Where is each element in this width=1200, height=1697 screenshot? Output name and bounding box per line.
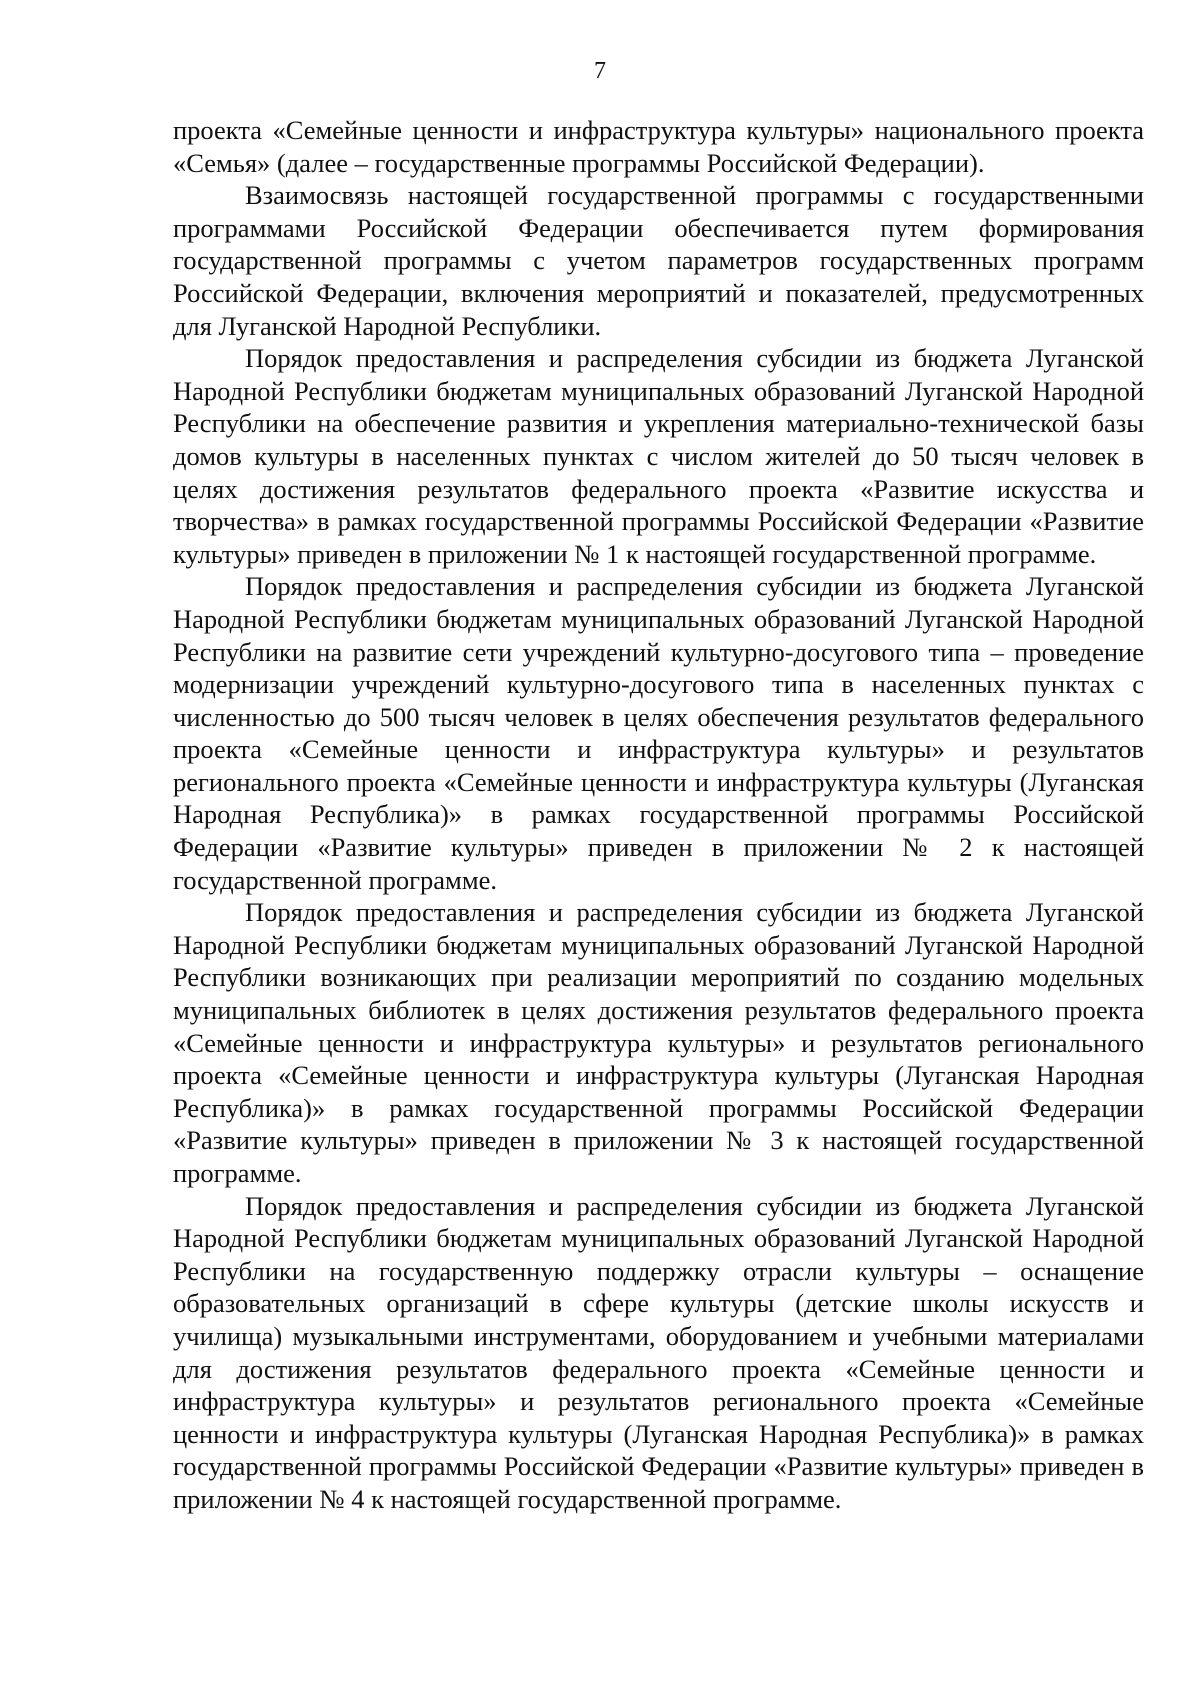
page-number: 7 [594,58,606,84]
paragraph-appendix-1: Порядок предоставления и распределения субсидии из бюджета Луганской Народной Республики бюджетам муниципальных образований Луганской Народной Республики на обеспечение развития и укрепления материально-технической базы домов культуры в населенных пунктах с числом жителей до 50 тысяч человек в целях достижения результатов федерального проекта «Развитие искусства и творчества» в рамках государственной программы Российской Федерации «Развитие культуры» приведен в приложении № 1 к настоящей государственной программе. [173,343,1144,569]
paragraph-continuation: проекта «Семейные ценности и инфраструктура культуры» национального проекта «Семья» (далее – государственные программы Российской Федерации). [173,115,1144,178]
paragraph-appendix-2: Порядок предоставления и распределения субсидии из бюджета Луганской Народной Республики бюджетам муниципальных образований Луганской Народной Республики на развитие сети учреждений культурно-досугового типа – проведение модернизации учреждений культурно-досугового типа в населенных пунктах с численностью до 500 тысяч человек в целях обеспечения результатов федерального проекта «Семейные ценности и инфраструктура культуры» и результатов регионального проекта «Семейные ценности и инфраструктура культуры (Луганская Народная Республика)» в рамках государственной программы Российской Федерации «Развитие культуры» приведен в приложении № 2 к настоящей государственной программе. [173,571,1144,895]
paragraph-appendix-4: Порядок предоставления и распределения субсидии из бюджета Луганской Народной Республики бюджетам муниципальных образований Луганской Народной Республики на государственную поддержку отрасли культуры – оснащение образовательных организаций в сфере культуры (детские школы искусств и училища) музыкальными инструментами, оборудованием и учебными материалами для достижения результатов федерального проекта «Семейные ценности и инфраструктура культуры» и результатов регионального проекта «Семейные ценности и инфраструктура культуры (Луганская Народная Республика)» в рамках государственной программы Российской Федерации «Развитие культуры» приведен в приложении № 4 к настоящей государственной программе. [173,1190,1144,1514]
document-body [173,114,1144,1516]
paragraph-appendix-3: Порядок предоставления и распределения субсидии из бюджета Луганской Народной Республики бюджетам муниципальных образований Луганской Народной Республики возникающих при реализации мероприятий по созданию модельных муниципальных библиотек в целях достижения результатов федерального проекта «Семейные ценности и инфраструктура культуры» и результатов регионального проекта «Семейные ценности и инфраструктура культуры (Луганская Народная Республика)» в рамках государственной программы Российской Федерации «Развитие культуры» приведен в приложении № 3 к настоящей государственной программе. [173,897,1144,1188]
paragraph-program-relationship: Взаимосвязь настоящей государственной программы с государственными программами Российской Федерации обеспечивается путем формирования государственной программы с учетом параметров государственных программ Российской Федерации, включения мероприятий и показателей, предусмотренных для Луганской Народной Республики. [173,180,1144,341]
